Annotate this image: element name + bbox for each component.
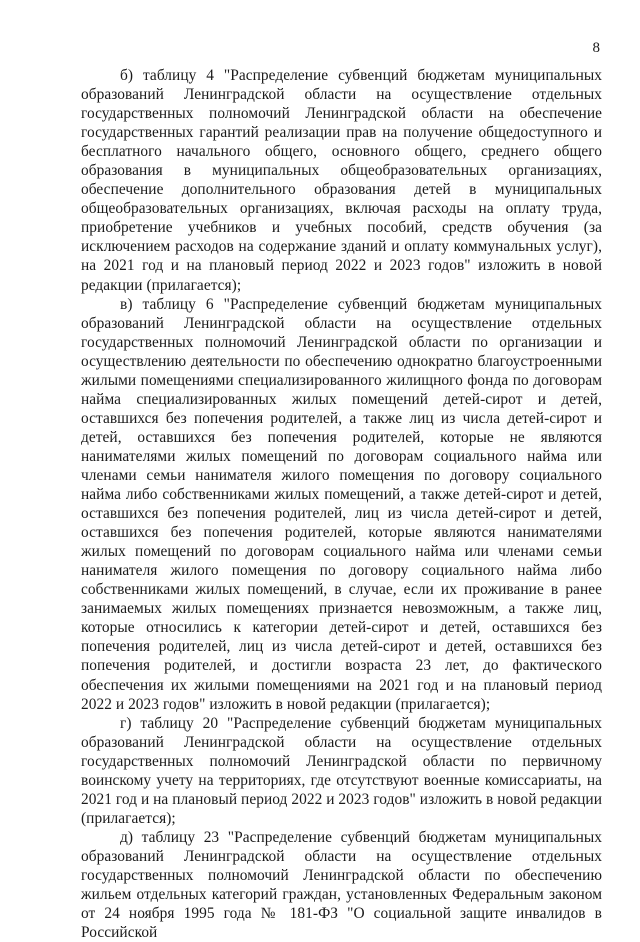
document-body: [81, 66, 602, 942]
paragraph-v: в) таблицу 6 "Распределение субвенций бюджетам муниципальных образований Ленинградской области на осуществление отдельных государственных полномочий Ленинградской области по организации и осуществлению деятельности по обеспечению однократно благоустроенными жилыми помещениями специализированного жилищного фонда по договорам найма специализированных жилых помещений детей-сирот и детей, оставшихся без попечения родителей, а также лиц из числа детей-сирот и детей, оставшихся без попечения родителей, которые не являются нанимателями жилых помещений по договорам социального найма или членами семьи нанимателя жилого помещения по договору социального найма либо собственниками жилых помещений, а также детей-сирот и детей, оставшихся без попечения родителей, лиц из числа детей-сирот и детей, оставшихся без попечения родителей, которые являются нанимателями жилых помещений по договорам социального найма или членами семьи нанимателя жилого помещения по договору социального найма либо собственниками жилых помещений, в случае, если их проживание в ранее занимаемых жилых помещениях признается невозможным, а также лиц, которые относились к категории детей-сирот и детей, оставшихся без попечения родителей, лиц из числа детей-сирот и детей, оставшихся без попечения родителей, и достигли возраста 23 лет, до фактического обеспечения их жилыми помещениями на 2021 год и на плановый период 2022 и 2023 годов" изложить в новой редакции (прилагается);: [81, 295, 602, 713]
page-number: 8: [592, 40, 600, 56]
paragraph-d: д) таблицу 23 "Распределение субвенций бюджетам муниципальных образований Ленинградской области на осуществление отдельных государственных полномочий Ленинградской области по обеспечению жильем отдельных категорий граждан, установленных Федеральным законом от 24 ноября 1995 года № 181-ФЗ "О социальной защите инвалидов в Российской: [81, 828, 602, 942]
paragraph-b: б) таблицу 4 "Распределение субвенций бюджетам муниципальных образований Ленинградской области на осуществление отдельных государственных полномочий Ленинградской области на обеспечение государственных гарантий реализации прав на получение общедоступного и бесплатного начального общего, основного общего, среднего общего образования в муниципальных общеобразовательных организациях, обеспечение дополнительного образования детей в муниципальных общеобразовательных организациях, включая расходы на оплату труда, приобретение учебников и учебных пособий, средств обучения (за исключением расходов на содержание зданий и оплату коммунальных услуг), на 2021 год и на плановый период 2022 и 2023 годов" изложить в новой редакции (прилагается);: [81, 67, 602, 294]
paragraph-g: г) таблицу 20 "Распределение субвенций бюджетам муниципальных образований Ленинградской области на осуществление отдельных государственных полномочий Ленинградской области по первичному воинскому учету на территориях, где отсутствуют военные комиссариаты, на 2021 год и на плановый период 2022 и 2023 годов" изложить в новой редакции (прилагается);: [81, 714, 602, 827]
